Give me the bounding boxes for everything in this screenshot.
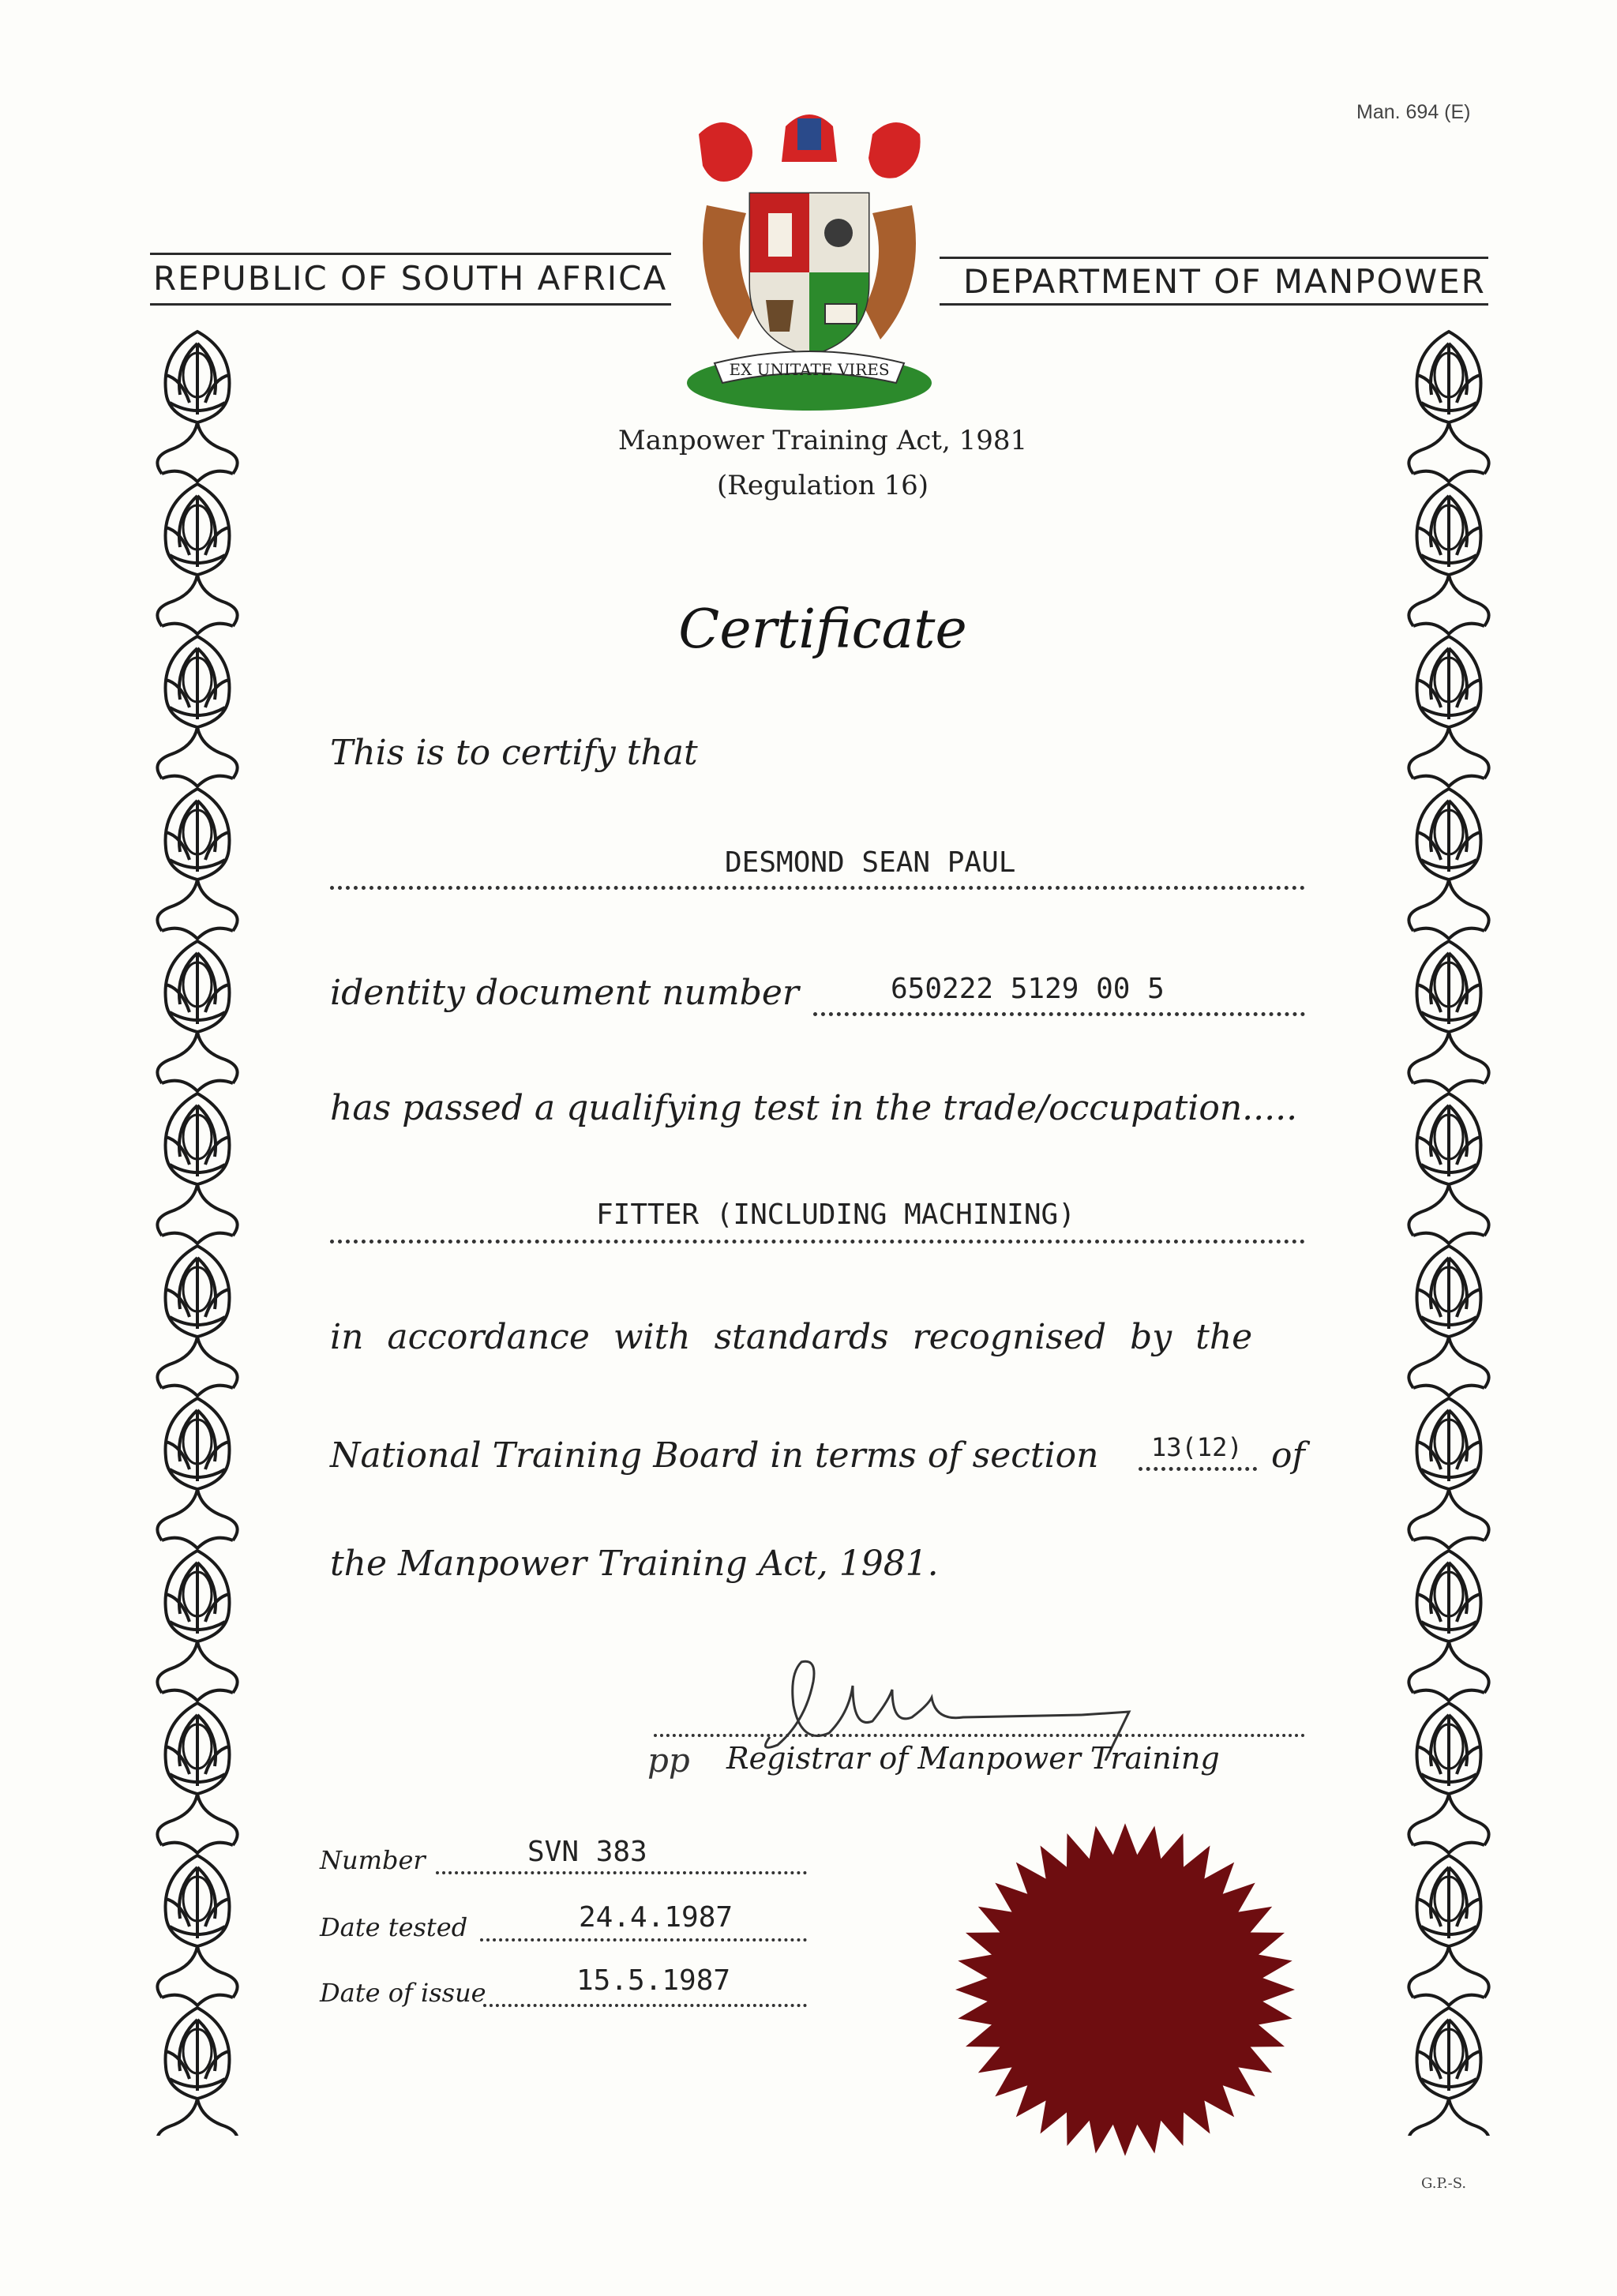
protea-flower-icon: [157, 1703, 237, 1853]
issue-dotted-line: [483, 2004, 807, 2007]
right-protea-border: [1390, 320, 1508, 2136]
protea-flower-icon: [1409, 2008, 1488, 2136]
id-dotted-line: [813, 1012, 1305, 1016]
protea-flower-icon: [1409, 1246, 1488, 1396]
act-title: Manpower Training Act, 1981: [617, 425, 1028, 456]
protea-flower-icon: [1409, 789, 1488, 939]
republic-banner: REPUBLIC OF SOUTH AFRICA: [153, 259, 668, 298]
issue-label: Date of issue: [320, 1978, 486, 2008]
protea-flower-icon: [157, 636, 237, 786]
recipient-name: DESMOND SEAN PAUL: [725, 846, 1016, 879]
tested-dotted-line: [480, 1938, 807, 1941]
protea-flower-icon: [157, 789, 237, 939]
protea-flower-icon: [157, 1855, 237, 2005]
name-dotted-line: [330, 886, 1305, 890]
section-value: 13(12): [1151, 1432, 1243, 1462]
header-rule-bottom-left: [150, 303, 671, 306]
number-value: SVN 383: [527, 1836, 647, 1868]
number-label: Number: [320, 1845, 426, 1875]
left-protea-border: [138, 320, 257, 2136]
protea-flower-icon: [1409, 941, 1488, 1091]
trade-value: FITTER (INCLUDING MACHINING): [596, 1199, 1075, 1231]
passed-text: has passed a qualifying test in the trade/occupation.....: [330, 1088, 1298, 1128]
protea-flower-icon: [157, 2008, 237, 2136]
protea-flower-icon: [1409, 1855, 1488, 2005]
signature-dotted-line: [654, 1734, 1305, 1737]
protea-flower-icon: [1409, 484, 1488, 634]
issue-value: 15.5.1987: [576, 1964, 731, 1997]
department-banner: DEPARTMENT OF MANPOWER: [963, 262, 1486, 301]
of-text: of: [1271, 1435, 1305, 1476]
seal-icon: [928, 1816, 1322, 2163]
form-code: Man. 694 (E): [1356, 101, 1471, 123]
protea-flower-icon: [157, 484, 237, 634]
protea-flower-icon: [157, 1398, 237, 1548]
protea-flower-icon: [1409, 1703, 1488, 1853]
certificate-title: Certificate: [678, 598, 967, 661]
act-regulation: (Regulation 16): [716, 470, 929, 501]
tested-label: Date tested: [320, 1912, 468, 1942]
protea-flower-icon: [1409, 332, 1488, 482]
motto-text: EX UNITATE VIRES: [729, 360, 890, 379]
act-reference: the Manpower Training Act, 1981.: [330, 1544, 939, 1584]
coat-of-arms-icon: [675, 103, 944, 418]
board-text: National Training Board in terms of section: [330, 1435, 1099, 1476]
header-rule-top-left: [150, 253, 671, 255]
section-dotted-line: [1139, 1467, 1257, 1471]
protea-flower-icon: [1409, 636, 1488, 786]
protea-flower-icon: [1409, 1094, 1488, 1244]
id-value: 650222 5129 00 5: [891, 973, 1165, 1005]
protea-flower-icon: [157, 332, 237, 482]
protea-flower-icon: [1409, 1551, 1488, 1701]
number-dotted-line: [436, 1871, 807, 1874]
printer-mark: G.P.-S.: [1421, 2175, 1467, 2192]
pp-mark: pp: [647, 1741, 690, 1780]
tested-value: 24.4.1987: [579, 1901, 733, 1934]
registrar-title: Registrar of Manpower Training: [726, 1741, 1220, 1776]
protea-flower-icon: [1409, 1398, 1488, 1548]
id-label: identity document number: [330, 973, 799, 1013]
trade-dotted-line: [330, 1240, 1305, 1244]
certify-intro: This is to certify that: [330, 733, 698, 773]
accordance-text: in accordance with standards recognised by the: [330, 1317, 1253, 1357]
protea-flower-icon: [157, 941, 237, 1091]
protea-flower-icon: [157, 1094, 237, 1244]
header-rule-top-right: [940, 257, 1488, 259]
protea-flower-icon: [157, 1551, 237, 1701]
header-rule-bottom-right: [940, 303, 1488, 306]
protea-flower-icon: [157, 1246, 237, 1396]
